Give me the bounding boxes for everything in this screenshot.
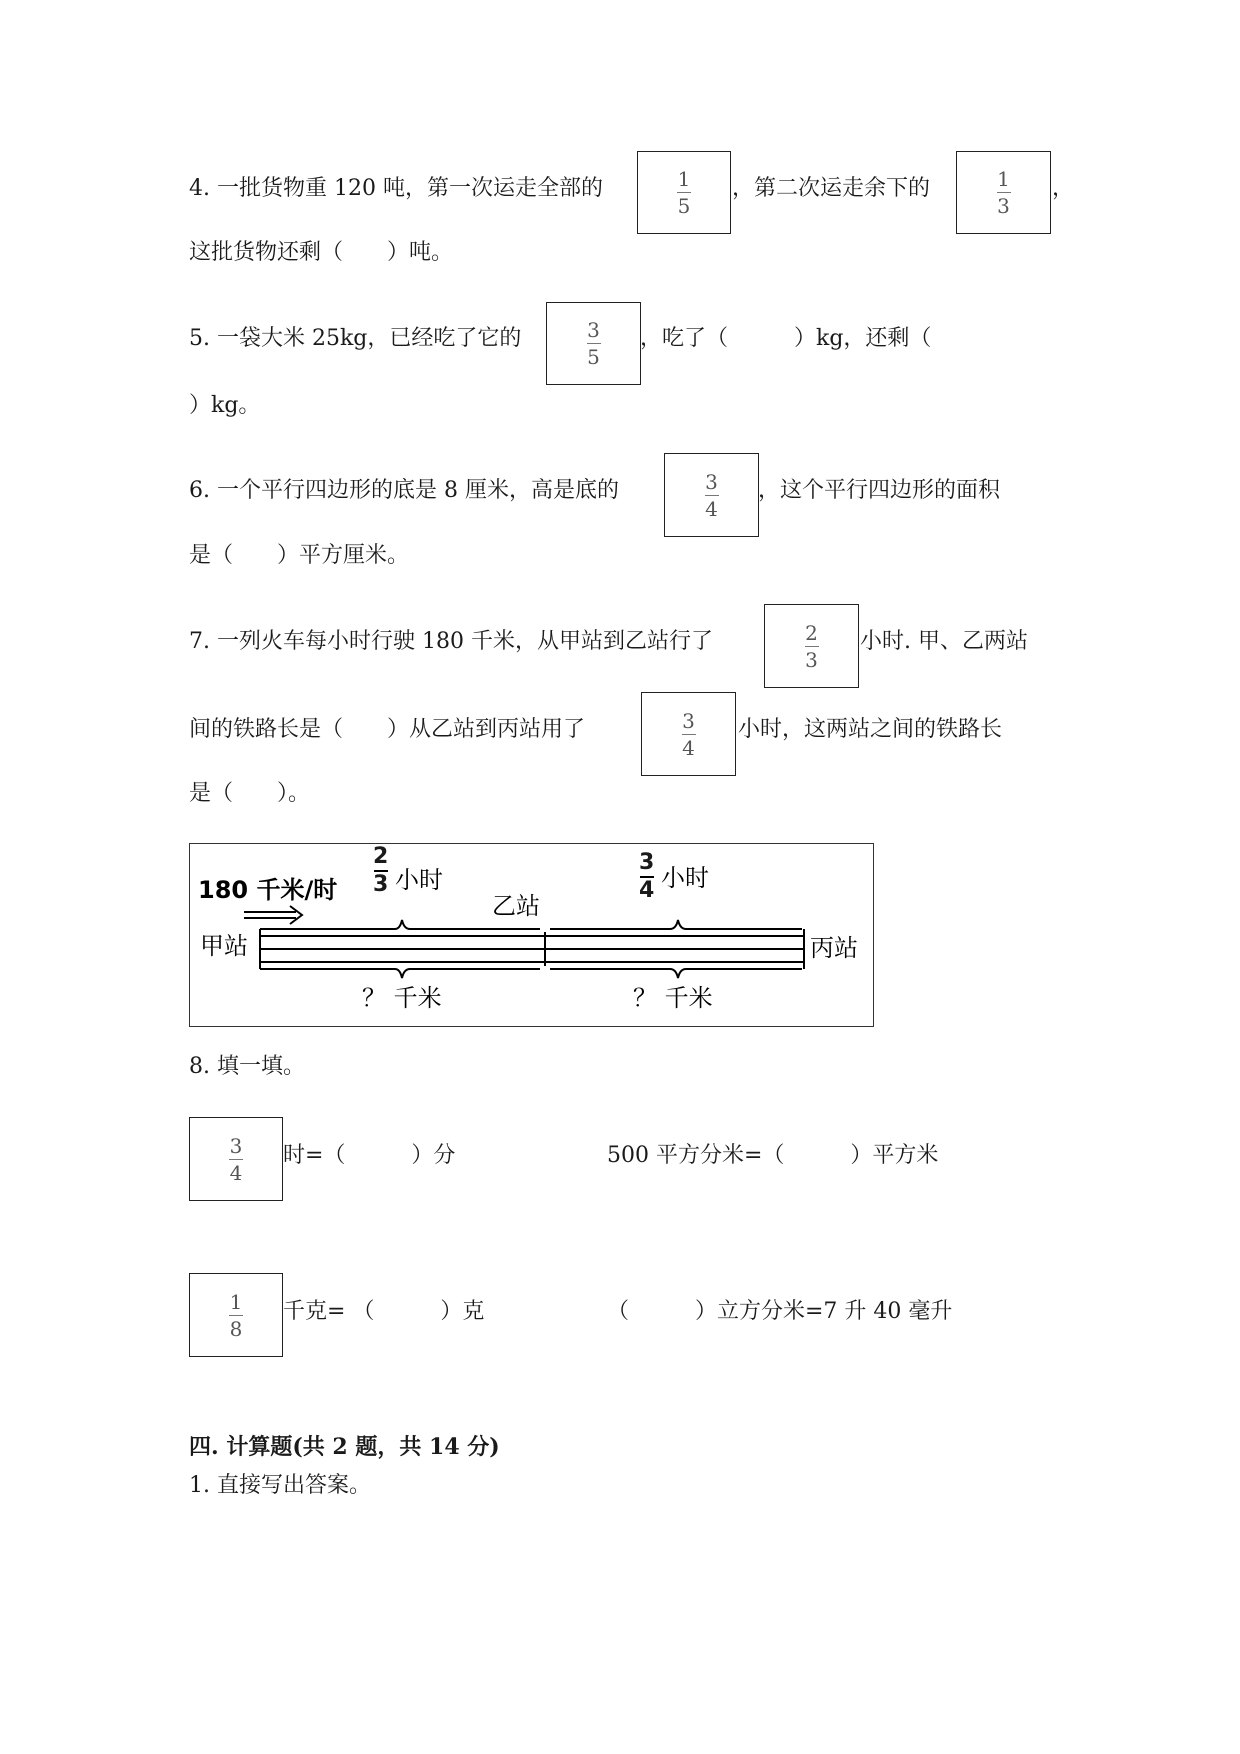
q4-frac2-den: 3 (997, 194, 1010, 218)
diagram-fraction-2 (639, 852, 654, 902)
q8-title: 8. 填一填。 (189, 1054, 305, 1079)
q8-frac3-num: 1 (229, 1289, 243, 1314)
q8-frac1-den: 4 (229, 1160, 243, 1185)
diagram-hour-label-2: 小时 (661, 864, 709, 892)
q7-text-line2b: 小时，这两站之间的铁路长 (738, 717, 1003, 742)
q4-frac2-num: 1 (997, 167, 1010, 191)
q6-text-part2: ，这个平行四边形的面积 (758, 478, 1001, 503)
railway-diagram-lines (190, 844, 873, 1026)
q7-text-part2: 小时. 甲、乙两站 (860, 629, 1028, 654)
q5-fraction-box (546, 302, 641, 385)
distance-label-2: ？ 千米 (633, 984, 713, 1012)
diagram-frac1-den: 3 (373, 872, 389, 897)
q7-fraction-box-1 (764, 604, 859, 688)
section4-title: 四. 计算题(共 2 题，共 14 分) (189, 1434, 500, 1460)
q4-fraction-box-2 (956, 151, 1051, 234)
q5-text-part2: ，吃了（ ）kg，还剩（ (640, 326, 932, 351)
q4-text-part1: 4. 一批货物重 120 吨，第一次运走全部的 (189, 176, 603, 201)
q6-frac1-num: 3 (705, 469, 718, 494)
q5-frac1-den: 5 (587, 345, 600, 369)
q7-text-part1: 7. 一列火车每小时行驶 180 千米，从甲站到乙站行了 (189, 629, 713, 654)
station-bing-label: 丙站 (810, 934, 858, 962)
q6-frac1-den: 4 (705, 496, 718, 521)
q8-fraction-box-2 (189, 1273, 283, 1357)
q5-frac1-num: 3 (587, 318, 600, 342)
q4-text-line2: 这批货物还剩（ ）吨。 (189, 240, 454, 265)
section4-q1: 1. 直接写出答案。 (189, 1473, 371, 1498)
q4-text-part3: ， (1052, 176, 1075, 201)
q8-item3: 千克= （ ）克 (283, 1299, 485, 1324)
q7-frac1-num: 2 (805, 620, 818, 645)
q8-item4: （ ）立方分米=7 升 40 毫升 (607, 1299, 953, 1324)
railway-diagram (189, 843, 874, 1027)
q4-text-part2: ，第二次运走余下的 (732, 176, 931, 201)
q4-fraction-box-1 (637, 151, 731, 234)
q7-text-line3: 是（ ）。 (189, 781, 311, 806)
q7-frac2-den: 4 (682, 735, 695, 760)
station-yi-label: 乙站 (492, 892, 540, 920)
station-jia-label: 甲站 (200, 932, 248, 960)
q8-item1: 时=（ ）分 (283, 1143, 456, 1168)
q5-text-part1: 5. 一袋大米 25kg，已经吃了它的 (189, 326, 522, 351)
diagram-hour-label-1: 小时 (395, 866, 443, 894)
q5-text-line2: ）kg。 (189, 393, 261, 418)
q8-fraction-box-1 (189, 1117, 283, 1201)
diagram-frac2-den: 4 (639, 878, 655, 903)
diagram-speed-label: 180 千米/时 (198, 876, 338, 904)
q6-fraction-box (664, 453, 759, 537)
q4-frac1-num: 1 (677, 167, 691, 191)
q4-frac1-den: 5 (677, 194, 691, 218)
q8-frac3-den: 8 (229, 1316, 243, 1341)
diagram-frac2-num: 3 (639, 850, 655, 875)
q7-text-line2a: 间的铁路长是（ ）从乙站到丙站用了 (189, 717, 586, 742)
q6-text-part1: 6. 一个平行四边形的底是 8 厘米，高是底的 (189, 478, 619, 503)
q8-frac1-num: 3 (229, 1133, 243, 1158)
q7-frac1-den: 3 (805, 647, 818, 672)
diagram-frac1-num: 2 (373, 844, 389, 869)
q8-item2: 500 平方分米=（ ）平方米 (607, 1143, 939, 1168)
q6-text-line2: 是（ ）平方厘米。 (189, 543, 410, 568)
diagram-fraction-1 (373, 846, 388, 896)
q7-frac2-num: 3 (682, 708, 695, 733)
q7-fraction-box-2 (641, 692, 736, 776)
distance-label-1: ？ 千米 (362, 984, 442, 1012)
